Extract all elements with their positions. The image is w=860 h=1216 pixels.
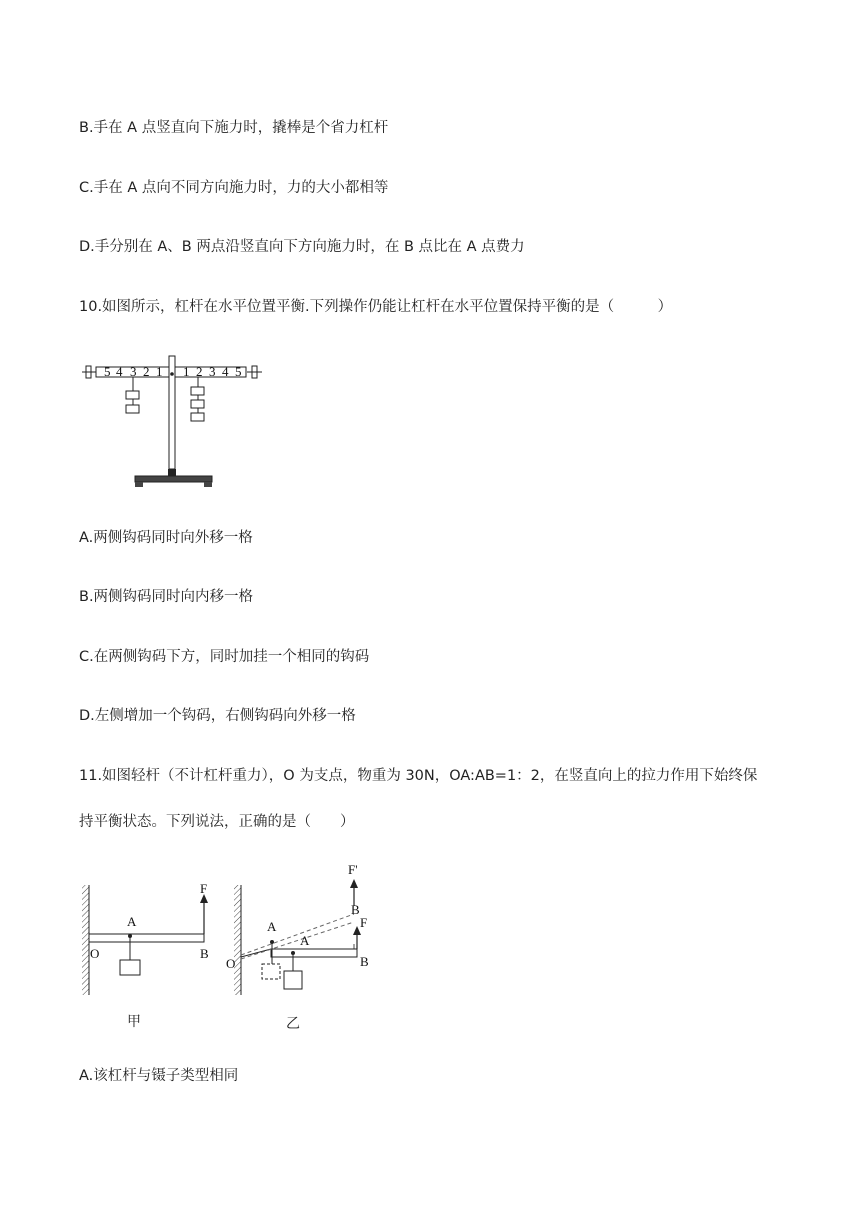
scale-right-4: 4 [222, 364, 229, 379]
right-weight-3 [191, 413, 204, 421]
scale-left-3: 3 [130, 364, 137, 379]
jia-weight [120, 960, 140, 975]
left-weight-1 [126, 391, 139, 399]
yi-lever [271, 949, 357, 957]
jia-caption: 甲 [127, 1014, 141, 1030]
yi-label-b-raised: B [351, 902, 360, 917]
q10-stem: 10.如图所示，杠杆在水平位置平衡.下列操作仍能让杠杆在水平位置保持平衡的是（ ） [79, 299, 673, 315]
scale-right-2: 2 [196, 364, 203, 379]
right-weight-1 [191, 387, 204, 395]
left-weight-2 [126, 405, 139, 413]
yi-label-f: F [360, 915, 368, 930]
yi-weight-raised [262, 964, 280, 979]
q9-option-d: D.手分别在 A、B 两点沿竖直向下方向施力时，在 B 点比在 A 点费力 [79, 239, 525, 255]
figure-yi [226, 862, 369, 1032]
scale-left-1: 1 [156, 364, 163, 379]
q10-option-d: D.左侧增加一个钩码，右侧钩码向外移一格 [79, 708, 356, 724]
q10-option-c: C.在两侧钩码下方，同时加挂一个相同的钩码 [79, 649, 370, 665]
jia-point-a [128, 934, 132, 938]
figure-jia [82, 881, 209, 1030]
q11-lever-figure [76, 860, 396, 1035]
scale-left-5: 5 [104, 364, 111, 379]
q10-option-a: A.两侧钩码同时向外移一格 [79, 530, 253, 546]
q9-option-b: B.手在 A 点竖直向下施力时，撬棒是个省力杠杆 [79, 120, 389, 136]
right-weight-2 [191, 400, 204, 408]
jia-label-a: A [127, 914, 137, 929]
yi-label-f-prime: F' [348, 862, 358, 877]
jia-lever [89, 934, 204, 942]
yi-wall [234, 885, 241, 995]
q11-stem-line2: 持平衡状态。下列说法，正确的是（ ） [79, 814, 355, 830]
q11-option-a: A.该杠杆与镊子类型相同 [79, 1068, 239, 1084]
yi-caption: 乙 [286, 1016, 300, 1032]
scale-left-2: 2 [143, 364, 150, 379]
yi-point-a [291, 951, 295, 955]
scale-left-4: 4 [116, 364, 123, 379]
jia-label-f: F [200, 881, 208, 896]
q10-option-b: B.两侧钩码同时向内移一格 [79, 589, 254, 605]
jia-label-o: O [90, 946, 100, 961]
jia-wall [82, 885, 89, 995]
yi-label-a-raised: A [267, 919, 277, 934]
yi-weight [284, 971, 302, 989]
q10-lever-figure [80, 350, 270, 492]
scale-right-1: 1 [183, 364, 190, 379]
jia-label-b: B [200, 946, 209, 961]
scale-right-3: 3 [209, 364, 216, 379]
q9-option-c: C.手在 A 点向不同方向施力时，力的大小都相等 [79, 180, 389, 196]
yi-label-o: O [226, 956, 236, 971]
stand-base [135, 476, 212, 482]
scale-right-5: 5 [235, 364, 242, 379]
pivot [170, 372, 174, 376]
yi-label-a: A [300, 933, 310, 948]
yi-label-b: B [360, 954, 369, 969]
stand-foot [168, 469, 176, 476]
q11-stem-line1: 11.如图轻杆（不计杠杆重力），O 为支点，物重为 30N，OA:AB=1：2，在竖直向上的拉力作用下始终保 [79, 768, 758, 784]
